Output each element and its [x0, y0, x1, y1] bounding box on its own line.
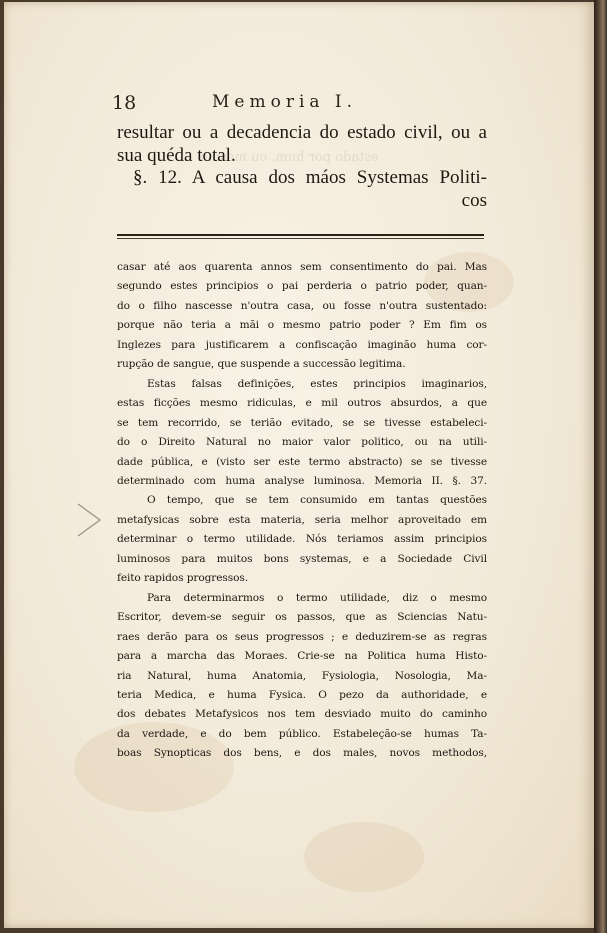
- text-line: sua quéda total.: [117, 144, 236, 166]
- text-line: estas ficções mesmo ridiculas, e mil outros absurdos, a que: [117, 397, 487, 410]
- text-line: resultar ou a decadencia do estado civil, ou a: [117, 122, 487, 143]
- text-line: O tempo, que se tem consumido em tantas questões: [147, 494, 487, 507]
- text-line: casar até aos quarenta annos sem consentimento do pai. Mas: [117, 261, 487, 273]
- book-spine-edge: [594, 0, 607, 933]
- text-line: ria Natural, huma Anatomia, Fysiologia, Nosologia, Ma-: [117, 669, 487, 682]
- text-line: boas Synopticas dos bens, e dos males, novos methodos,: [117, 747, 487, 760]
- running-title: Memoria I.: [212, 92, 358, 112]
- text-line: determinar o termo utilidade. Nós teriamos assim principios: [117, 533, 487, 546]
- top-text-block: [117, 122, 487, 212]
- text-line: feito rapidos progressos.: [117, 572, 248, 585]
- text-line: luminosos para muitos bons systemas, e a Sociedade Civil: [117, 552, 487, 565]
- text-line: segundo estes principios o pai perderia o patrio poder, quan-: [117, 280, 487, 293]
- text-line: Escritor, devem-se seguir os passos, que as Sciencias Natu-: [117, 611, 487, 624]
- text-line: dade pública, e (visto ser este termo abstracto) se se tivesse: [117, 455, 487, 468]
- section-heading: §. 12. A causa dos máos Systemas Politi-: [133, 167, 487, 188]
- text-line: rupção de sangue, que suspende a successão legitima.: [117, 358, 406, 371]
- body-text-block: [117, 258, 487, 764]
- text-line: do o filho nascesse n'outra casa, ou fosse n'outra sustentado:: [117, 299, 487, 312]
- margin-pencil-mark-icon: [74, 500, 104, 540]
- text-line: raes derão para os seus progressos ; e deduzirem-se as regras: [117, 630, 487, 643]
- page-number: 18: [112, 92, 137, 114]
- horizontal-rule: [117, 234, 484, 239]
- text-line: Inglezes para justificarem a confiscação imaginão huma cor-: [117, 338, 487, 351]
- bleed-through-text: estado por hum, ou mesmo: [200, 150, 379, 165]
- text-line: metafysicas sobre esta materia, seria melhor aproveitado em: [117, 513, 487, 526]
- text-line: da verdade, e do bem público. Estabeleção-se humas Ta-: [117, 727, 487, 740]
- text-line: determinado com huma analyse luminosa. Memoria II. §. 37.: [117, 474, 487, 487]
- paper-stain: [304, 822, 424, 892]
- text-line: para a marcha das Moraes. Crie-se na Politica huma Histo-: [117, 650, 487, 663]
- text-line: do o Direito Natural no maior valor politico, ou na utili-: [117, 436, 487, 449]
- text-line: dos debates Metafysicos nos tem desviado muito do caminho: [117, 708, 487, 721]
- text-line: porque não teria a mãi o mesmo patrio poder ? Em fim os: [117, 319, 487, 332]
- page-header: [112, 92, 484, 118]
- text-line: Estas falsas definições, estes principios imaginarios,: [147, 377, 487, 390]
- text-line: teria Medica, e huma Fysica. O pezo da authoridade, e: [117, 688, 487, 701]
- catchword: cos: [461, 189, 487, 211]
- text-line: se tem recorrido, se terião evitado, se se tivesse estabeleci-: [117, 416, 487, 429]
- text-line: Para determinarmos o termo utilidade, diz o mesmo: [147, 591, 487, 604]
